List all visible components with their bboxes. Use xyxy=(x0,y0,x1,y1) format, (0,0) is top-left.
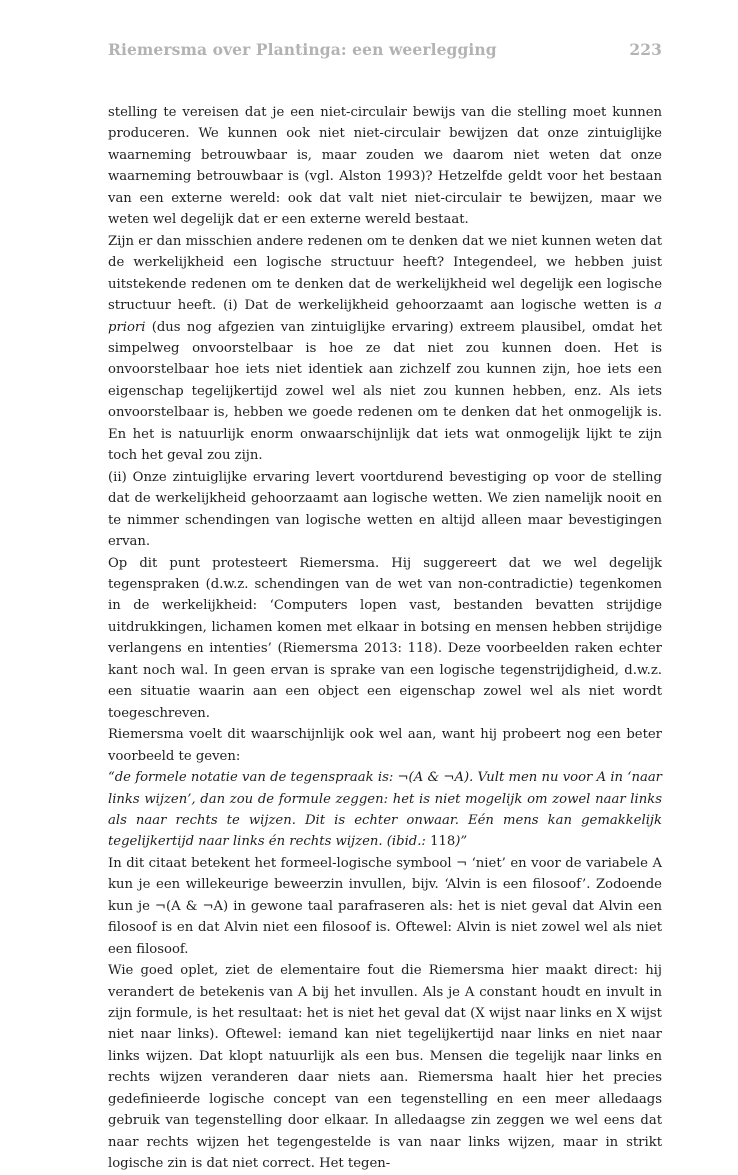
paragraph: Op dit punt protesteert Riemersma. Hij suggereert dat we wel degelijk tegenspraken (d.w.z. schendingen van de wet van non-contradictie) tegenkomen in de werkelijkheid: ‘Computers lopen vast, bestanden bevatten strijdige uitdrukkingen, lichamen komen met elkaar in botsing en mensen hebben strijdige verlangens en intenties’ (Riemersma 2013: 118). Deze voorbeelden raken echter kant noch wal. In geen ervan is sprake van een logische tegenstrijdigheid, d.w.z. een situatie waarin aan een object een eigenschap zowel wel als niet wordt toegeschreven. xyxy=(108,555,662,721)
paragraph: Wie goed oplet, ziet de elementaire fout die Riemersma hier maakt direct: hij verandert de betekenis van A bij het invullen. Als je A constant houdt en invult in zijn formule, is het resultaat: het is niet het geval dat (X wijst naar links en X wijst niet naar links). Oftewel: iemand kan niet tegelijkertijd naar links en niet naar links wijzen. Dat klopt natuurlijk als een bus. Mensen die tegelijk naar links en rechts wijzen veranderen daar niets aan. Riemersma haalt hier het precies gedefinieerde logische concept van een tegenstelling en een meer alledaags gebruik van tegenstelling door elkaar. In alledaagse zin zeggen we wel eens dat naar rechts wijzen het tegengestelde is van naar links wijzen, maar in strikt logische zin is dat niet correct. Het tegen- xyxy=(108,963,662,1172)
paragraph: In dit citaat betekent het formeel-logische symbool ¬ ‘niet’ en voor de variabele A kun je een willekeurige beweerzin invullen, bijv. ‘Alvin is een filosoof’. Zodoende kun je ¬(A & ¬A) in gewone taal parafraseren als: het is niet geval dat Alvin een filosoof is en dat Alvin niet een filosoof is. Oftewel: Alvin is niet zowel wel als niet een filosoof. xyxy=(108,855,662,957)
italic-term: a priori xyxy=(108,298,662,335)
paragraph-text: (dus nog afgezien van zintuiglijke ervaring) extreem plausibel, omdat het simpelweg onvoorstelbaar is hoe ze dat niet zou kunnen doen. Het is onvoorstelbaar hoe iets niet identiek aan zichzelf zou kunnen zijn, hoe iets een eigenschap tegelijkertijd zowel wel als niet zou kunnen hebben, enz. Als iets onvoorstelbaar is, hebben we goede redenen om te denken dat het onmogelijk is. En het is natuurlijk enorm onwaarschijnlijk dat iets wat onmogelijk lijkt te zijn toch het geval zou zijn. xyxy=(108,319,662,464)
block-quote xyxy=(108,767,662,853)
paragraph: (ii) Onze zintuiglijke ervaring levert voortdurend bevestiging op voor de stelling dat de werkelijkheid gehoorzaamt aan logische wetten. We zien namelijk nooit en te nimmer schendingen van logische wetten en altijd alleen maar bevestigingen ervan. xyxy=(108,469,662,550)
paragraph: Riemersma voelt dit waarschijnlijk ook wel aan, want hij probeert nog een beter voorbeeld te geven: xyxy=(108,727,662,764)
body-text xyxy=(108,102,662,1175)
paragraph: stelling te vereisen dat je een niet-circulair bewijs van die stelling moet kunnen produceren. We kunnen ook niet niet-circulair bewijzen dat onze zintuiglijke waarneming betrouwbaar is, maar zouden we daarom niet weten dat onze waarneming betrouwbaar is (vgl. Alston 1993)? Hetzelfde geldt voor het bestaan van een externe wereld: ook dat valt niet niet-circulair te bewijzen, maar we weten wel degelijk dat er een externe wereld bestaat. xyxy=(108,105,662,228)
quote-end: )” xyxy=(455,834,468,850)
paragraph xyxy=(108,231,662,467)
paragraph-text: Zijn er dan misschien andere redenen om te denken dat we niet kunnen weten dat de werkelijkheid een logische structuur heeft? Integendeel, we hebben juist uitstekende redenen om te denken dat de werkelijkheid wel degelijk een logische structuur heeft. (i) Dat de werkelijkheid gehoorzaamt aan logische wetten is xyxy=(108,233,662,314)
quote-page-ref: 118 xyxy=(430,834,456,850)
page-number: 223 xyxy=(629,40,662,59)
running-head xyxy=(108,40,662,59)
running-title: Riemersma over Plantinga: een weerlegging xyxy=(108,40,497,59)
quote-text: “de formele notatie van de tegenspraak is: ¬(A & ¬A). Vult men nu voor A in ‘naar links wijzen’, dan zou de formule zeggen: het is niet mogelijk om zowel naar links als naar rechts te wijzen. Dit is echter onwaar. Eén mens kan gemakkelijk tegelijkertijd naar links én rechts wijzen. (ibid.: xyxy=(108,770,662,850)
